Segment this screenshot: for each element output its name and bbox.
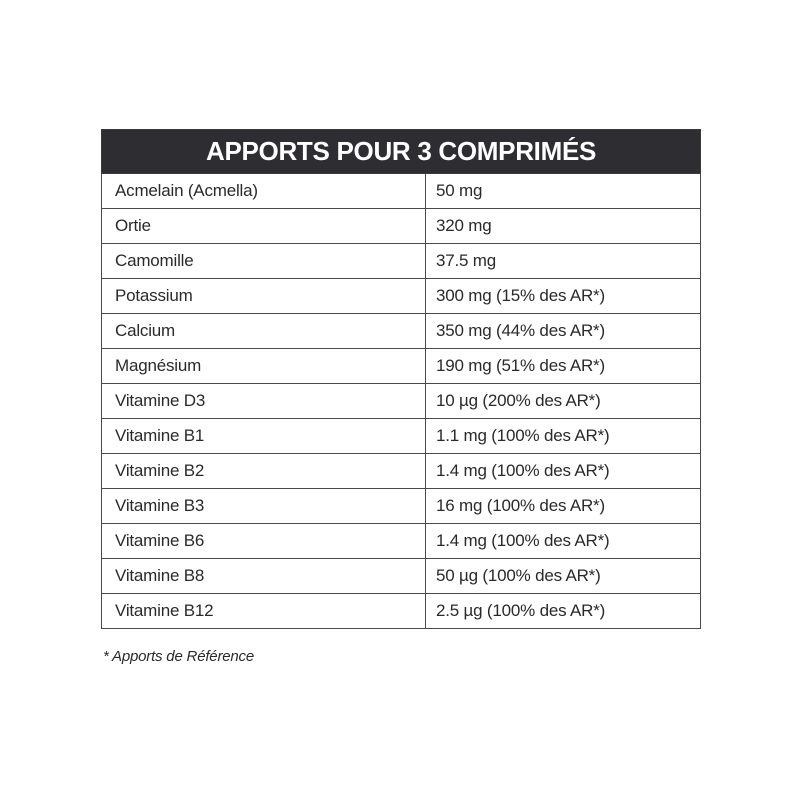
- nutrient-name: Calcium: [102, 314, 426, 349]
- table-row: [102, 524, 701, 559]
- table-header-row: [102, 130, 701, 174]
- nutrient-amount: 16 mg (100% des AR*): [426, 489, 701, 524]
- nutrient-name: Vitamine B2: [102, 454, 426, 489]
- nutrient-amount: 1.4 mg (100% des AR*): [426, 454, 701, 489]
- nutrient-name: Vitamine D3: [102, 384, 426, 419]
- table-row: [102, 594, 701, 629]
- nutrient-amount: 37.5 mg: [426, 244, 701, 279]
- nutrient-amount: 300 mg (15% des AR*): [426, 279, 701, 314]
- footnote: * Apports de Référence: [103, 648, 254, 665]
- nutrient-amount: 350 mg (44% des AR*): [426, 314, 701, 349]
- nutrient-amount: 50 µg (100% des AR*): [426, 559, 701, 594]
- nutrient-name: Vitamine B6: [102, 524, 426, 559]
- nutrient-name: Potassium: [102, 279, 426, 314]
- nutrition-table: [101, 129, 701, 629]
- table-row: [102, 419, 701, 454]
- table-row: [102, 314, 701, 349]
- nutrient-amount: 1.4 mg (100% des AR*): [426, 524, 701, 559]
- table-row: [102, 454, 701, 489]
- nutrient-name: Vitamine B1: [102, 419, 426, 454]
- table-row: [102, 489, 701, 524]
- nutrient-name: Vitamine B3: [102, 489, 426, 524]
- nutrient-name: Acmelain (Acmella): [102, 174, 426, 209]
- nutrient-name: Camomille: [102, 244, 426, 279]
- nutrient-amount: 190 mg (51% des AR*): [426, 349, 701, 384]
- table-row: [102, 209, 701, 244]
- nutrient-amount: 10 µg (200% des AR*): [426, 384, 701, 419]
- nutrient-amount: 2.5 µg (100% des AR*): [426, 594, 701, 629]
- table-row: [102, 244, 701, 279]
- nutrient-name: Magnésium: [102, 349, 426, 384]
- nutrient-amount: 50 mg: [426, 174, 701, 209]
- table-row: [102, 349, 701, 384]
- nutrient-name: Vitamine B12: [102, 594, 426, 629]
- nutrient-amount: 320 mg: [426, 209, 701, 244]
- nutrient-amount: 1.1 mg (100% des AR*): [426, 419, 701, 454]
- table-row: [102, 384, 701, 419]
- table-row: [102, 174, 701, 209]
- table-title: APPORTS POUR 3 COMPRIMÉS: [102, 130, 701, 174]
- table-row: [102, 279, 701, 314]
- nutrient-name: Vitamine B8: [102, 559, 426, 594]
- table-row: [102, 559, 701, 594]
- nutrient-name: Ortie: [102, 209, 426, 244]
